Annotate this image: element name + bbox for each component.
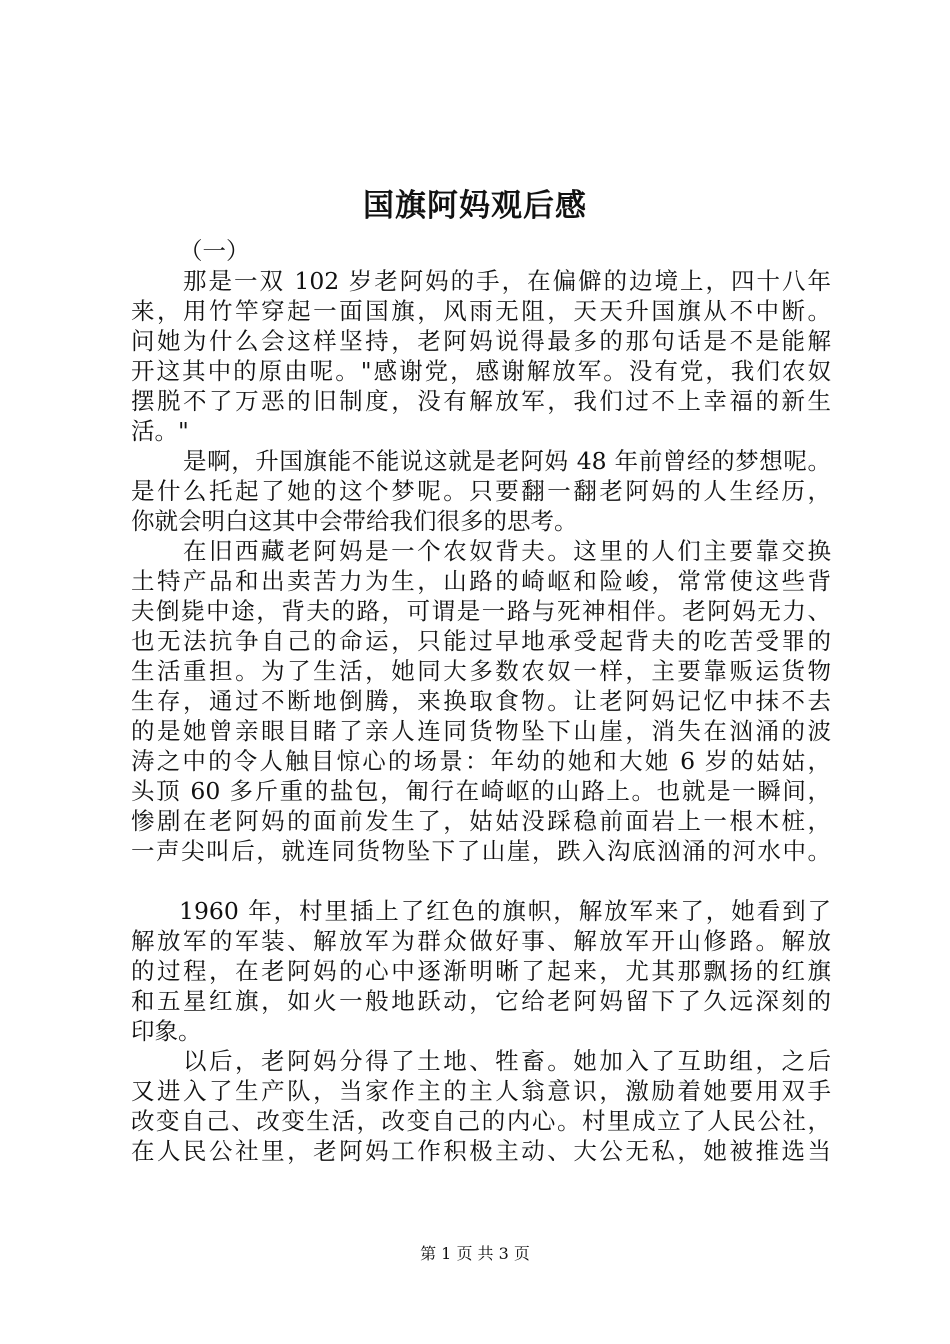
- paragraph-line: 在人民公社里，老阿妈工作积极主动、大公无私，她被推选当: [131, 1137, 831, 1165]
- paragraph-line: 土特产品和出卖苦力为生，山路的崎岖和险峻，常常使这些背: [131, 567, 831, 595]
- paragraph-line: 生存，通过不断地倒腾，来换取食物。让老阿妈记忆中抹不去: [131, 687, 831, 715]
- paragraph-line: 以后，老阿妈分得了土地、牲畜。她加入了互助组，之后: [183, 1047, 831, 1075]
- paragraph-line: 一声尖叫后，就连同货物坠下了山崖，跌入沟底汹涌的河水中。: [131, 837, 831, 865]
- blank-line: [131, 866, 831, 896]
- paragraph-line: 夫倒毙中途，背夫的路，可谓是一路与死神相伴。老阿妈无力、: [131, 597, 831, 625]
- paragraph-line: 解放军的军装、解放军为群众做好事、解放军开山修路。解放: [131, 927, 831, 955]
- paragraph-line: 生活重担。为了生活，她同大多数农奴一样，主要靠贩运货物: [131, 657, 831, 685]
- paragraph-line: 摆脱不了万恶的旧制度，没有解放军，我们过不上幸福的新生: [131, 387, 831, 415]
- document-body: [131, 236, 831, 1166]
- paragraph-line: 来，用竹竿穿起一面国旗，风雨无阻，天天升国旗从不中断。: [131, 297, 831, 325]
- paragraph-line: 的是她曾亲眼目睹了亲人连同货物坠下山崖，消失在汹涌的波: [131, 717, 831, 745]
- paragraph-line: 改变自己、改变生活，改变自己的内心。村里成立了人民公社，: [131, 1107, 831, 1135]
- paragraph-line: 问她为什么会这样坚持，老阿妈说得最多的那句话是不是能解: [131, 327, 831, 355]
- paragraph-line: 1960 年，村里插上了红色的旗帜，解放军来了，她看到了: [179, 897, 831, 925]
- paragraph-line: 是啊，升国旗能不能说这就是老阿妈 48 年前曾经的梦想呢。: [183, 447, 831, 475]
- paragraph-line: 活。": [131, 417, 189, 445]
- paragraph-line: 又进入了生产队，当家作主的主人翁意识，激励着她要用双手: [131, 1077, 831, 1105]
- paragraph-line: 的过程，在老阿妈的心中逐渐明晰了起来，尤其那飘扬的红旗: [131, 957, 831, 985]
- paragraph-line: 你就会明白这其中会带给我们很多的思考。: [131, 507, 578, 535]
- paragraph-line: 和五星红旗，如火一般地跃动，它给老阿妈留下了久远深刻的: [131, 987, 831, 1015]
- paragraph-line: 开这其中的原由呢。"感谢党，感谢解放军。没有党，我们农奴: [131, 357, 831, 385]
- paragraph-line: 印象。: [131, 1017, 202, 1045]
- paragraph-line: 是什么托起了她的这个梦呢。只要翻一翻老阿妈的人生经历，: [131, 477, 831, 505]
- page-footer: 第 1 页 共 3 页: [420, 1244, 530, 1263]
- paragraph-line: 涛之中的令人触目惊心的场景：年幼的她和大她 6 岁的姑姑，: [131, 747, 831, 775]
- document-title: 国旗阿妈观后感: [363, 188, 587, 224]
- paragraph-line: 惨剧在老阿妈的面前发生了，姑姑没踩稳前面岩上一根木桩，: [131, 807, 831, 835]
- section-marker: （一）: [179, 237, 250, 265]
- paragraph-line: 头顶 60 多斤重的盐包，匍行在崎岖的山路上。也就是一瞬间，: [131, 777, 831, 805]
- paragraph-line: 在旧西藏老阿妈是一个农奴背夫。这里的人们主要靠交换: [183, 537, 831, 565]
- paragraph-line: 也无法抗争自己的命运，只能过早地承受起背夫的吃苦受罪的: [131, 627, 831, 655]
- paragraph-line: 那是一双 102 岁老阿妈的手，在偏僻的边境上，四十八年: [183, 267, 831, 295]
